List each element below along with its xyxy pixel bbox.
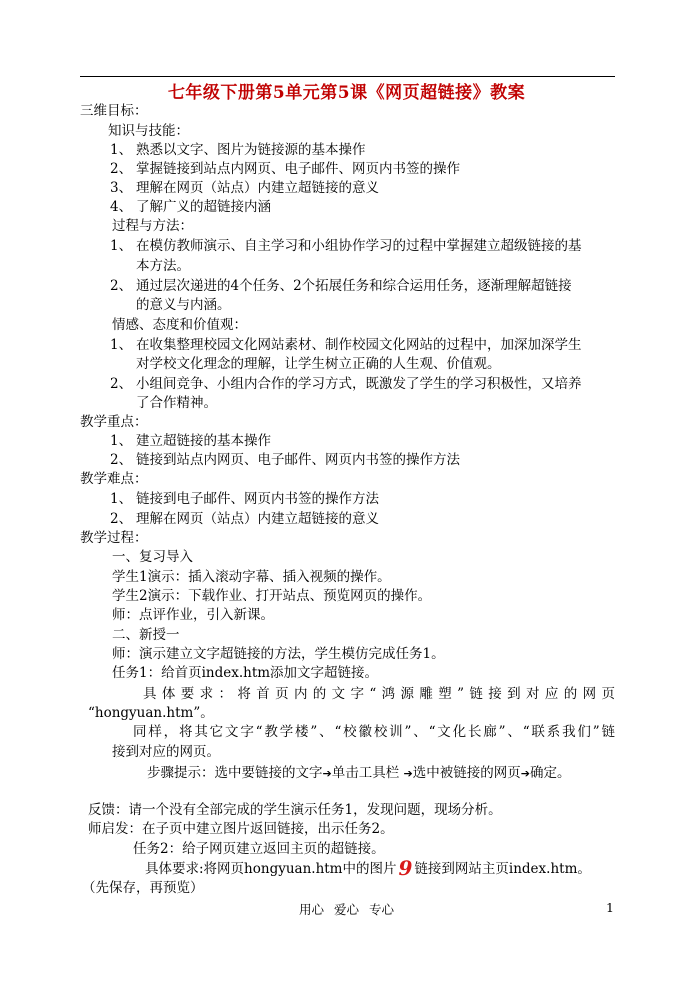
list-item: 1、 链接到电子邮件、网页内书签的操作方法: [110, 491, 379, 507]
list-item: 1、 在收集整理校园文化网站素材、制作校园文化网站的过程中，加深加深学生: [110, 337, 582, 353]
task-1-requirement: 具体要求：将首页内的文字“鸿源雕塑”链接到对应的网页: [143, 686, 615, 702]
text-line: 师：演示建立文字超链接的方法，学生模仿完成任务1。: [112, 646, 445, 662]
list-item-continuation: 了合作精神。: [136, 395, 217, 411]
subheading-new-lesson: 二、新授一: [112, 627, 180, 643]
list-item: 3、 理解在网页（站点）内建立超链接的意义: [110, 180, 379, 196]
arrow-right-icon: ➔: [520, 767, 530, 780]
text-line: 接到对应的网页。: [112, 744, 220, 760]
list-item-continuation: 本方法。: [136, 258, 190, 274]
list-item: 1、 熟悉以文字、图片为链接源的基本操作: [110, 142, 366, 158]
subheading-emotion: 情感、态度和价值观：: [112, 317, 247, 333]
text-line: 师启发：在子页中建立图片返回链接，出示任务2。: [88, 821, 394, 837]
page-title: 七年级下册第5单元第5课《网页超链接》教案: [167, 83, 526, 103]
feedback-line: 反馈：请一个没有全部完成的学生演示任务1，发现问题，现场分析。: [88, 802, 502, 818]
page-number: 1: [606, 900, 614, 915]
list-item: 2、 链接到站点内网页、电子邮件、网页内书签的操作方法: [110, 452, 460, 468]
list-item: 2、 通过层次递进的4个任务、2个拓展任务和综合运用任务，逐渐理解超链接: [110, 278, 572, 294]
list-item-continuation: 对学校文化理念的理解，让学生树立正确的人生观、价值观。: [136, 356, 501, 372]
subheading-knowledge: 知识与技能：: [108, 123, 189, 139]
subheading-review: 一、复习导入: [112, 549, 193, 565]
footer-motto: 用心 爱心 专心: [298, 902, 395, 917]
task-2-requirement: 具体要求:将网页hongyuan.htm中的图片 9 链接到网站主页index.htm。: [145, 856, 591, 880]
list-item: 1、 在模仿教师演示、自主学习和小组协作学习的过程中掌握建立超级链接的基: [110, 238, 582, 254]
section-heading-key-points: 教学重点：: [80, 414, 148, 430]
text-line: 同样，将其它文字“教学楼”、“校徽校训”、“文化长廊”、“联系我们”链: [133, 724, 615, 740]
arrow-right-icon: ➔: [322, 767, 332, 780]
subheading-process: 过程与方法：: [112, 218, 193, 234]
section-heading-goals: 三维目标：: [80, 103, 148, 119]
task-2-line: 任务2：给子网页建立返回主页的超链接。: [133, 841, 385, 857]
text-line: 学生1演示：插入滚动字幕、插入视频的操作。: [112, 569, 391, 585]
list-item-continuation: 的意义与内涵。: [136, 297, 231, 313]
list-item: 2、 理解在网页（站点）内建立超链接的意义: [110, 511, 379, 527]
task-1-line: 任务1：给首页index.htm添加文字超链接。: [112, 665, 379, 681]
list-item: 2、 小组间竞争、小组内合作的学习方式，既激发了学生的学习积极性，又培养: [110, 376, 582, 392]
section-heading-difficulties: 教学难点：: [80, 471, 148, 487]
text-line: （先保存，再预览）: [82, 880, 204, 896]
step-hint: 步骤提示：选中要链接的文字➔单击工具栏 ➔选中被链接的网页➔确定。: [147, 765, 571, 781]
list-item: 4、 了解广义的超链接内涵: [110, 199, 271, 215]
list-item: 2、 掌握链接到站点内网页、电子邮件、网页内书签的操作: [110, 161, 460, 177]
list-item: 1、 建立超链接的基本操作: [110, 433, 271, 449]
arrow-right-icon: ➔: [403, 767, 413, 780]
text-line: 学生2演示：下载作业、打开站点、预览网页的操作。: [112, 588, 432, 604]
task-1-requirement-cont: “hongyuan.htm”。: [88, 705, 214, 721]
text-line: 师：点评作业，引入新课。: [112, 607, 274, 623]
section-heading-process: 教学过程：: [80, 530, 148, 546]
header-rule: [80, 76, 615, 77]
hongyuan-image-icon: 9: [398, 856, 413, 880]
